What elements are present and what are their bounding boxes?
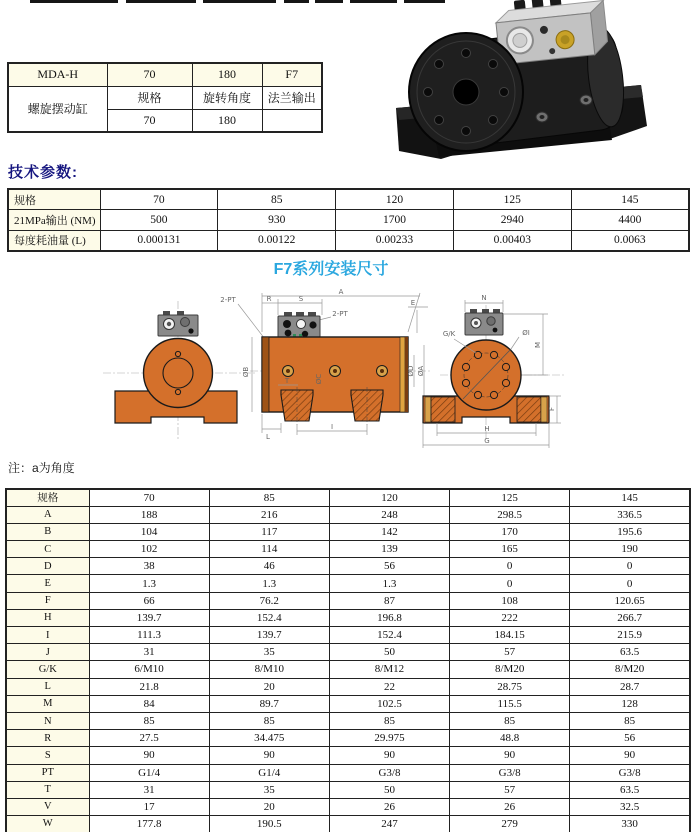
row-label: D [6,558,89,575]
table-cell: 1.3 [209,575,329,592]
left-end-view [103,301,256,439]
table-row [6,678,690,695]
table-cell: 48.8 [450,730,570,747]
table-cell: 46 [209,558,329,575]
table-row [6,575,690,592]
table-cell: 66 [89,592,209,609]
f7-dimensions-heading: F7系列安装尺寸 [273,261,389,278]
dim-label-i: I [330,423,334,431]
table-cell: 85 [218,189,336,210]
table-cell: 35 [209,644,329,661]
table-cell: 266.7 [570,609,690,626]
dim-label-2pt-right: 2-PT [332,310,348,318]
side-view [220,288,432,441]
table-row [6,695,690,712]
table-cell: 195.6 [570,523,690,540]
table-cell: 190 [570,541,690,558]
table-cell: 29.975 [329,730,449,747]
table-cell: 145 [571,189,689,210]
row-label: R [6,730,89,747]
table-cell: 57 [450,644,570,661]
table-cell: 4400 [571,210,689,231]
table-cell: 56 [329,558,449,575]
row-label: PT [6,764,89,781]
table-cell: 31 [89,644,209,661]
table-cell: 120 [329,489,449,506]
dim-label-h: H [484,425,490,433]
table-cell: 8/M20 [570,661,690,678]
table-cell: 22 [329,678,449,695]
row-label: T [6,781,89,798]
label-spec: 规格 [107,86,192,109]
table-cell: 165 [450,541,570,558]
table-cell: 128 [570,695,690,712]
table-row [6,798,690,815]
table-cell: 0 [570,558,690,575]
table-cell: 50 [329,781,449,798]
table-row [6,558,690,575]
table-cell: 32.5 [570,798,690,815]
dim-label-a: A [338,288,344,296]
table-row [6,816,690,832]
table-row [6,747,690,764]
table-cell: 115.5 [450,695,570,712]
label-angle: 旋转角度 [192,86,262,109]
table-cell: 125 [453,189,571,210]
tech-params-heading: 技术参数: [8,164,78,181]
table-cell: 102.5 [329,695,449,712]
dim-label-m: M [534,341,542,349]
table-cell: 104 [89,523,209,540]
table-cell: 120 [336,189,454,210]
table-cell: 279 [450,816,570,832]
table-cell: 70 [100,189,218,210]
dim-label-gk: G/K [442,330,456,338]
table-cell: 8/M20 [450,661,570,678]
dim-label-s: S [298,295,304,303]
table-cell: 90 [89,747,209,764]
table-cell: 57 [450,781,570,798]
table-cell: 190.5 [209,816,329,832]
table-cell: 84 [89,695,209,712]
table-cell: 196.8 [329,609,449,626]
table-cell: 170 [450,523,570,540]
table-cell: 0.00233 [336,230,454,251]
table-row [6,592,690,609]
table-row [6,730,690,747]
table-cell: 2940 [453,210,571,231]
table-row [8,210,689,231]
row-label: 规格 [6,489,89,506]
dim-label-oc: ØC [315,373,323,385]
table-cell: 56 [570,730,690,747]
table-cell: 500 [100,210,218,231]
table-cell: 85 [450,712,570,729]
table-cell: 139.7 [89,609,209,626]
value-spec: 70 [107,109,192,132]
table-cell: 0 [570,575,690,592]
table-row [6,506,690,523]
table-cell: 90 [329,747,449,764]
table-cell: 31 [89,781,209,798]
table-cell: 38 [89,558,209,575]
row-label: I [6,627,89,644]
table-cell: 85 [329,712,449,729]
row-label: B [6,523,89,540]
table-cell: 20 [209,798,329,815]
dim-label-r: R [266,295,272,303]
table-row [8,230,689,251]
table-cell: G3/8 [329,764,449,781]
table-row [8,189,689,210]
table-cell: 90 [450,747,570,764]
table-cell: 27.5 [89,730,209,747]
table-cell: 139.7 [209,627,329,644]
table-cell: 152.4 [209,609,329,626]
table-row [6,644,690,661]
row-label: 21MPa输出 (NM) [8,210,100,231]
table-row [8,86,322,109]
table-cell: 20 [209,678,329,695]
row-label: S [6,747,89,764]
table-cell: 1700 [336,210,454,231]
row-label: 规格 [8,189,100,210]
table-cell: 8/M12 [329,661,449,678]
table-cell: 111.3 [89,627,209,644]
row-label: F [6,592,89,609]
table-row [6,661,690,678]
dim-label-n: N [481,294,487,302]
table-cell: 50 [329,644,449,661]
table-cell: 0 [450,575,570,592]
table-cell: G3/8 [450,764,570,781]
table-cell: 70 [89,489,209,506]
table-row [6,609,690,626]
table-cell: 177.8 [89,816,209,832]
table-row [6,781,690,798]
table-cell: 114 [209,541,329,558]
dim-label-f: F [548,406,556,412]
table-row [6,541,690,558]
table-cell: 76.2 [209,592,329,609]
row-label: C [6,541,89,558]
model-flange: F7 [262,63,322,86]
table-cell: 188 [89,506,209,523]
model-angle: 180 [192,63,262,86]
table-cell: 28.7 [570,678,690,695]
table-cell: 1.3 [329,575,449,592]
table-cell: G3/8 [570,764,690,781]
table-cell: 89.7 [209,695,329,712]
dim-label-od: ØD [407,365,415,377]
table-cell: 216 [209,506,329,523]
table-row [6,523,690,540]
table-cell: 28.75 [450,678,570,695]
table-cell: 247 [329,816,449,832]
row-label: V [6,798,89,815]
table-cell: 336.5 [570,506,690,523]
model-code: MDA-H [8,63,107,86]
table-cell: G1/4 [209,764,329,781]
dimension-table [5,488,691,832]
row-label: E [6,575,89,592]
table-cell: 215.9 [570,627,690,644]
table-cell: 145 [570,489,690,506]
table-cell: 8/M10 [209,661,329,678]
label-flange: 法兰输出 [262,86,322,109]
table-cell: 0.0063 [571,230,689,251]
value-angle: 180 [192,109,262,132]
installation-drawings [0,287,695,462]
table-cell: 17 [89,798,209,815]
row-label: 每度耗油量 (L) [8,230,100,251]
table-cell: 184.15 [450,627,570,644]
table-cell: 63.5 [570,644,690,661]
drawing-note: 注：a为角度 [8,461,75,475]
table-cell: 330 [570,816,690,832]
table-cell: 1.3 [89,575,209,592]
table-cell: 26 [329,798,449,815]
row-label: N [6,712,89,729]
dim-label-l: L [266,433,270,441]
dim-label-t: T [284,377,290,385]
table-row [6,764,690,781]
table-cell: 85 [209,489,329,506]
dim-label-2pt-left: 2-PT [220,296,236,304]
table-cell: 102 [89,541,209,558]
table-cell: 142 [329,523,449,540]
dim-label-ob: ØB [242,366,250,378]
table-cell: 222 [450,609,570,626]
table-cell: 90 [570,747,690,764]
table-row [6,627,690,644]
front-view [423,294,565,448]
model-spec: 70 [107,63,192,86]
table-cell: 35 [209,781,329,798]
table-cell: 0.00122 [218,230,336,251]
row-label: A [6,506,89,523]
table-cell: 26 [450,798,570,815]
model-code-table [7,62,323,133]
table-cell: 248 [329,506,449,523]
table-cell: 90 [209,747,329,764]
table-cell: 120.65 [570,592,690,609]
table-cell: 298.5 [450,506,570,523]
dim-label-oi: ØI [522,329,530,337]
dim-label-e: E [410,299,416,307]
table-cell: 6/M10 [89,661,209,678]
table-cell: 152.4 [329,627,449,644]
dim-label-oa: ØA [417,365,425,377]
tech-params-table [7,188,690,252]
product-name: 螺旋摆动缸 [8,86,107,132]
row-label: L [6,678,89,695]
table-row [6,489,690,506]
value-flange [262,109,322,132]
table-cell: 85 [209,712,329,729]
table-cell: 108 [450,592,570,609]
table-cell: 87 [329,592,449,609]
dim-label-g: G [484,437,490,445]
table-cell: 85 [89,712,209,729]
table-cell: 63.5 [570,781,690,798]
table-cell: 0.000131 [100,230,218,251]
table-cell: 117 [209,523,329,540]
table-cell: 21.8 [89,678,209,695]
row-label: J [6,644,89,661]
row-label: M [6,695,89,712]
product-photo [393,0,649,165]
table-cell: 125 [450,489,570,506]
table-cell: 930 [218,210,336,231]
row-label: H [6,609,89,626]
row-label: G/K [6,661,89,678]
table-cell: 34.475 [209,730,329,747]
table-cell: 85 [570,712,690,729]
table-cell: 139 [329,541,449,558]
row-label: W [6,816,89,832]
table-cell: G1/4 [89,764,209,781]
table-row [6,712,690,729]
table-row [8,63,322,86]
table-cell: 0 [450,558,570,575]
table-cell: 0.00403 [453,230,571,251]
